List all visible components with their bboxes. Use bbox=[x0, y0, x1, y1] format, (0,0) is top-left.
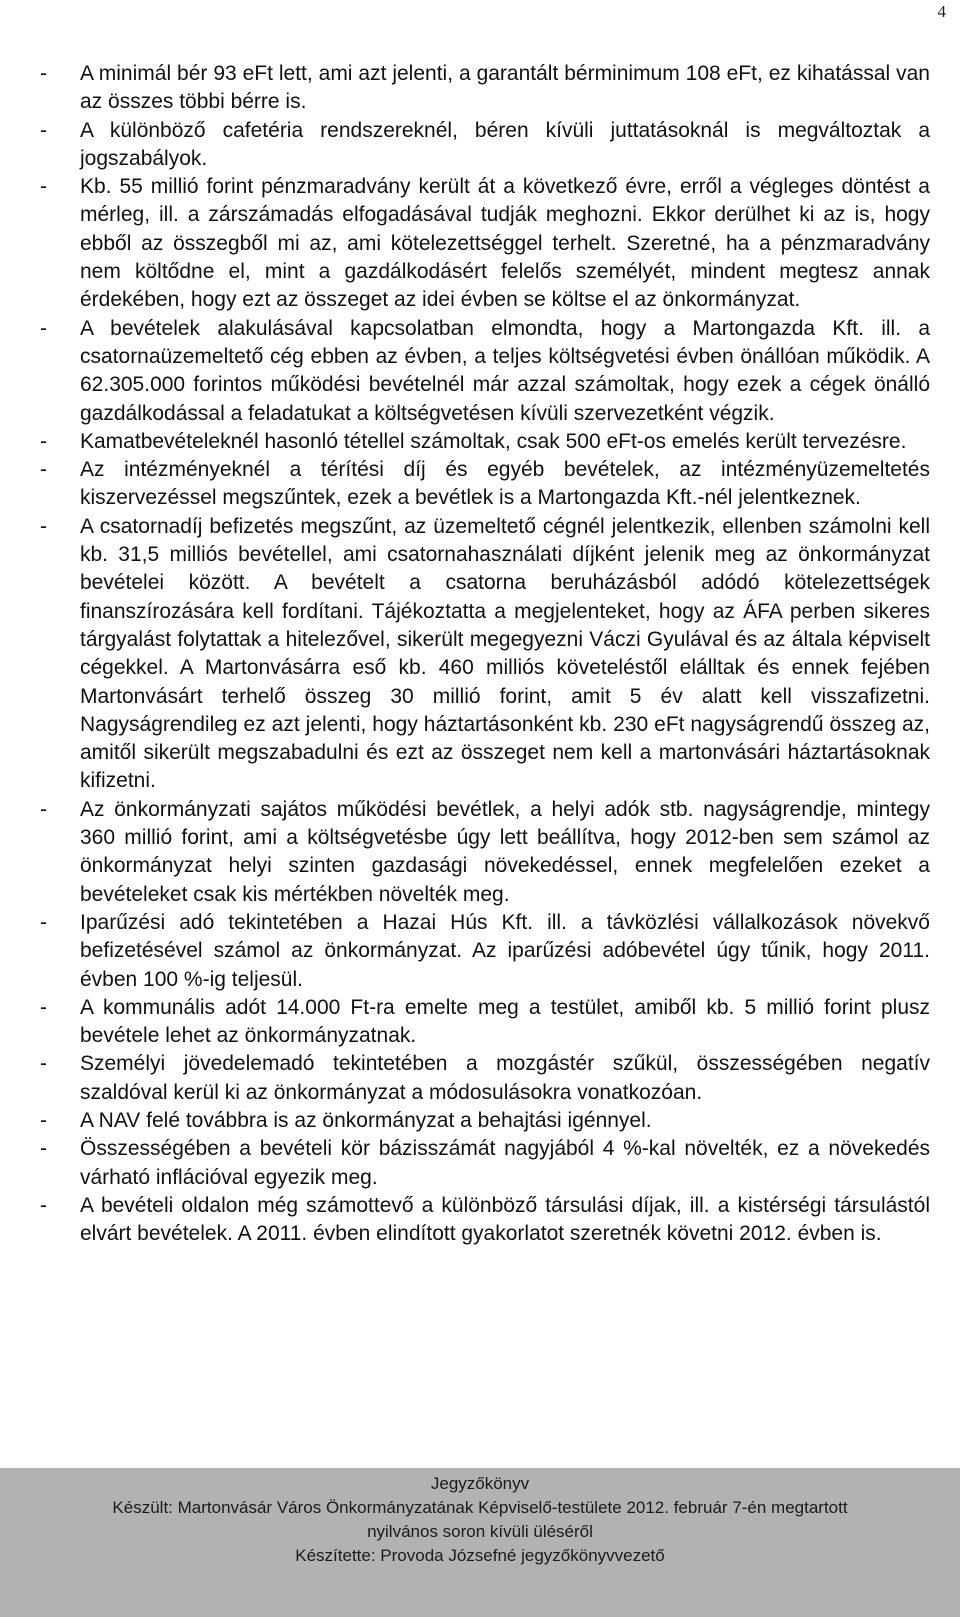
list-dash: - bbox=[40, 514, 47, 538]
list-item-text: A bevételek alakulásával kapcsolatban elmondta, hogy a Martongazda Kft. ill. a csatornaüzemeltető cég ebben az évben, a teljes költségvetési évben önállóan működik. A 62.305.000 forintos működési bevételnél már azzal számoltak, hogy ezek a cégek önálló gazdálkodással a feladatukat a költségvetésen kívüli szervezetként végzik. bbox=[80, 316, 930, 425]
list-dash: - bbox=[40, 1137, 47, 1161]
list-item-text: Az intézményeknél a térítési díj és egyéb bevételek, az intézményüzemeltetés kiszervezéssel megszűntek, ezek a bevétlek is a Martongazda Kft.-nél jelentkeznek. bbox=[80, 458, 930, 510]
list-dash: - bbox=[40, 797, 47, 821]
list-item bbox=[40, 909, 930, 994]
list-dash: - bbox=[40, 429, 47, 453]
list-dash: - bbox=[40, 1193, 47, 1217]
list-item bbox=[40, 173, 930, 314]
page-footer bbox=[0, 1468, 960, 1617]
list-item bbox=[40, 796, 930, 909]
document-body bbox=[40, 60, 930, 1248]
list-item-text: Összességében a bevételi kör bázisszámát nagyjából 4 %-kal növelték, ez a növekedés várható inflációval egyezik meg. bbox=[80, 1137, 930, 1189]
list-item bbox=[40, 315, 930, 428]
footer-session-line: nyilvános soron kívüli üléséről bbox=[367, 1522, 593, 1541]
list-item-text: Iparűzési adó tekintetében a Hazai Hús Kft. ill. a távközlési vállalkozások növekvő befizetésével számol az önkormányzat. Az iparűzési adóbevétel úgy tűnik, hogy 2011. évben 100 %-ig teljesül. bbox=[80, 910, 930, 991]
list-item bbox=[40, 428, 930, 456]
footer-author-line: Készítette: Provoda Józsefné jegyzőkönyvvezető bbox=[295, 1546, 665, 1565]
footer-meeting-line: Készült: Martonvásár Város Önkormányzatának Képviselő-testülete 2012. február 7-én megtartott bbox=[112, 1498, 848, 1517]
list-dash: - bbox=[40, 458, 47, 482]
list-dash: - bbox=[40, 62, 47, 85]
list-item-text: A kommunális adót 14.000 Ft-ra emelte meg a testület, amiből kb. 5 millió forint plusz bevétele lehet az önkormányzatnak. bbox=[80, 995, 930, 1048]
list-dash: - bbox=[40, 1108, 47, 1132]
page-number: 4 bbox=[937, 2, 946, 21]
list-item-text: A különböző cafetéria rendszereknél, béren kívüli juttatásoknál is megváltoztak a jogszabályok. bbox=[80, 118, 930, 170]
list-item-text: Személyi jövedelemadó tekintetében a mozgástér szűkül, összességében negatív szaldóval kerül ki az önkormányzat a módosulásokra vonatkozóan. bbox=[80, 1052, 930, 1104]
list-item-text: A bevételi oldalon még számottevő a különböző társulási díjak, ill. a kistérségi társulástól elvárt bevételek. A 2011. évben elindított gyakorlatot szeretnék követni 2012. évben is. bbox=[80, 1193, 930, 1246]
list-dash: - bbox=[40, 1052, 47, 1076]
list-item bbox=[40, 994, 930, 1051]
list-item-text: Az önkormányzati sajátos működési bevétlek, a helyi adók stb. nagyságrendje, mintegy 360 millió forint, ami a költségvetésbe úgy lett beállítva, hogy 2012-ben sem számol az önkormányzat helyi szinten gazdasági növekedéssel, ennek megfelelően ezeket a bevételeket csak kis mértékben növelték meg. bbox=[80, 797, 930, 906]
list-item bbox=[40, 1135, 930, 1192]
list-item-text: Kamatbevételeknél hasonló tétellel számoltak, csak 500 eFt-os emelés került tervezésre. bbox=[80, 429, 907, 453]
list-dash: - bbox=[40, 175, 47, 199]
list-dash: - bbox=[40, 995, 47, 1019]
list-item-text: A minimál bér 93 eFt lett, ami azt jelenti, a garantált bérminimum 108 eFt, ez kihatással van az összes többi bérre is. bbox=[80, 62, 930, 114]
list-item bbox=[40, 456, 930, 513]
list-item-text: Kb. 55 millió forint pénzmaradvány került át a következő évre, erről a végleges döntést a mérleg, ill. a zárszámadás elfogadásával tudják meghozni. Ekkor derülhet ki az is, hogy ebből az összegből mi az, ami kötelezettséggel terhelt. Szeretné, ha a pénzmaradvány nem költődne el, mint a gazdálkodásért felelős személyét, mindent megtesz annak érdekében, hogy ezt az összeget az idei évben se költse el az önkormányzat. bbox=[80, 175, 930, 312]
list-dash: - bbox=[40, 316, 47, 340]
list-item-text: A csatornadíj befizetés megszűnt, az üzemeltető cégnél jelentkezik, ellenben számolni kell kb. 31,5 milliós bevétellel, ami csatornahasználati díjként jelenik meg az önkormányzat bevételei között. A bevételt a csatorna beruházásból adódó kötelezettségek finanszírozására kell fordítani. Tájékoztatta a megjelenteket, hogy az ÁFA perben sikeres tárgyalást folytattak a hitelezővel, sikerült megegyezni Váczi Gyulával és az általa képviselt cégekkel. A Martonvásárra eső kb. 460 milliós követeléstől elálltak és ennek fejében Martonvásárt terhelő összeg 30 millió forint, amit 5 év alatt kell visszafizetni. Nagyságrendileg ez azt jelenti, hogy háztartásonként kb. 230 eFt nagyságrendű összeg az, amitől sikerült megszabadulni és ezt az összeget nem kell a martonvásári háztartásoknak kifizetni. bbox=[80, 514, 930, 793]
list-item bbox=[40, 1107, 930, 1135]
list-item bbox=[40, 60, 930, 117]
list-dash: - bbox=[40, 118, 47, 142]
list-item bbox=[40, 117, 930, 174]
list-item bbox=[40, 513, 930, 796]
footer-title: Jegyzőkönyv bbox=[430, 1474, 530, 1493]
list-item bbox=[40, 1192, 930, 1249]
list-item bbox=[40, 1050, 930, 1107]
list-item-text: A NAV felé továbbra is az önkormányzat a behajtási igénnyel. bbox=[80, 1108, 652, 1132]
list-dash: - bbox=[40, 910, 47, 934]
